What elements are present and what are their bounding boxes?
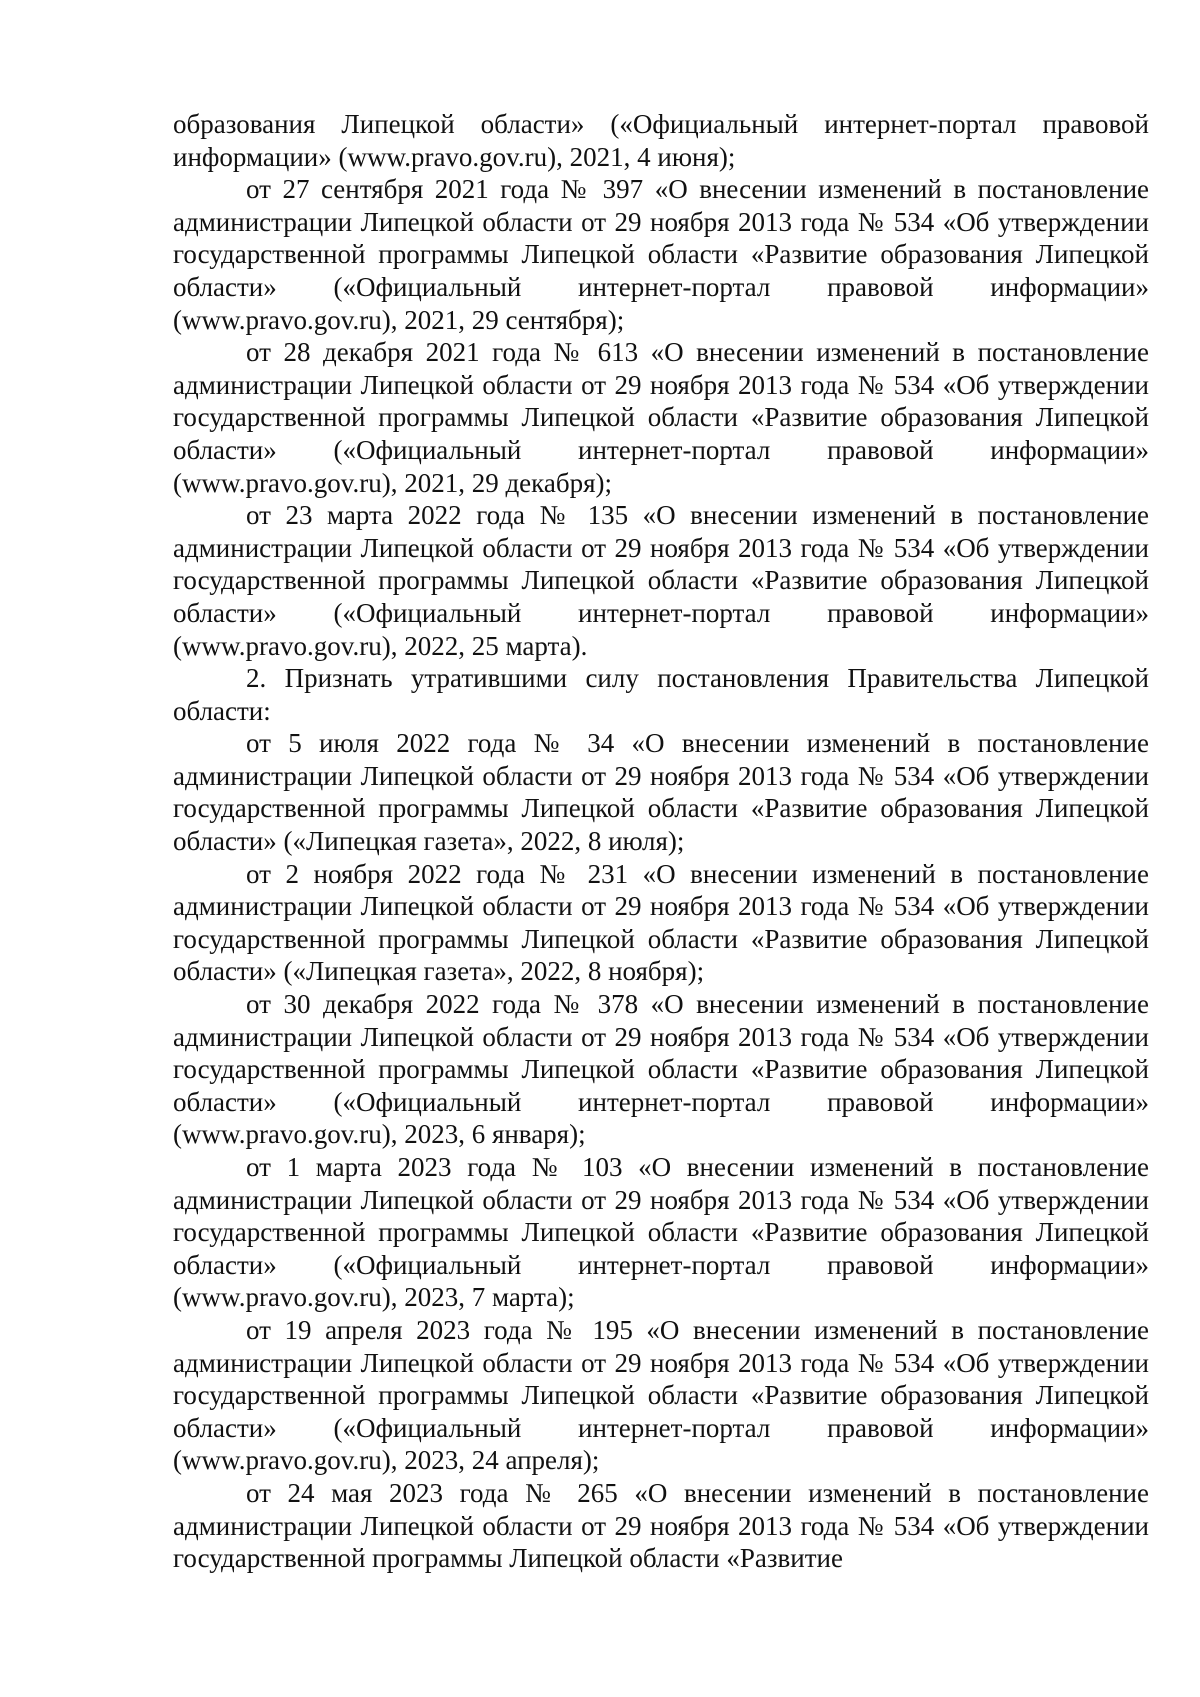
paragraph-clause-2: 2. Признать утратившими силу постановления Правительства Липецкой области: bbox=[173, 663, 1149, 726]
paragraph-resolution-135: от 23 марта 2022 года № 135 «О внесении изменений в постановление администрации Липецкой области от 29 ноября 2013 года № 534 «Об утверждении государственной программы Липецкой области «Развитие образования Липецкой области» («Официальный интернет-портал правовой информации» (www.pravo.gov.ru), 2022, 25 марта). bbox=[173, 500, 1149, 661]
document-page bbox=[173, 108, 1149, 1575]
paragraph-resolution-195: от 19 апреля 2023 года № 195 «О внесении изменений в постановление администрации Липецкой области от 29 ноября 2013 года № 534 «Об утверждении государственной программы Липецкой области «Развитие образования Липецкой области» («Официальный интернет-портал правовой информации» (www.pravo.gov.ru), 2023, 24 апреля); bbox=[173, 1314, 1149, 1476]
paragraph-resolution-231: от 2 ноября 2022 года № 231 «О внесении изменений в постановление администрации Липецкой области от 29 ноября 2013 года № 534 «Об утверждении государственной программы Липецкой области «Развитие образования Липецкой области» («Липецкая газета», 2022, 8 ноября); bbox=[173, 858, 1149, 987]
paragraph-resolution-613: от 28 декабря 2021 года № 613 «О внесении изменений в постановление администрации Липецкой области от 29 ноября 2013 года № 534 «Об утверждении государственной программы Липецкой области «Развитие образования Липецкой области» («Официальный интернет-портал правовой информации» (www.pravo.gov.ru), 2021, 29 декабря); bbox=[173, 337, 1149, 498]
paragraph-resolution-397: от 27 сентября 2021 года № 397 «О внесении изменений в постановление администрации Липецкой области от 29 ноября 2013 года № 534 «Об утверждении государственной программы Липецкой области «Развитие образования Липецкой области» («Официальный интернет-портал правовой информации» (www.pravo.gov.ru), 2021, 29 сентября); bbox=[173, 174, 1149, 335]
paragraph-resolution-34: от 5 июля 2022 года № 34 «О внесении изменений в постановление администрации Липецкой области от 29 ноября 2013 года № 534 «Об утверждении государственной программы Липецкой области «Развитие образования Липецкой области» («Липецкая газета», 2022, 8 июля); bbox=[173, 728, 1149, 857]
paragraph-continuation: образования Липецкой области» («Официальный интернет-портал правовой информации» (www.pravo.gov.ru), 2021, 4 июня); bbox=[173, 109, 1149, 172]
paragraph-resolution-103: от 1 марта 2023 года № 103 «О внесении изменений в постановление администрации Липецкой области от 29 ноября 2013 года № 534 «Об утверждении государственной программы Липецкой области «Развитие образования Липецкой области» («Официальный интернет-портал правовой информации» (www.pravo.gov.ru), 2023, 7 марта); bbox=[173, 1152, 1149, 1313]
paragraph-resolution-378: от 30 декабря 2022 года № 378 «О внесении изменений в постановление администрации Липецкой области от 29 ноября 2013 года № 534 «Об утверждении государственной программы Липецкой области «Развитие образования Липецкой области» («Официальный интернет-портал правовой информации» (www.pravo.gov.ru), 2023, 6 января); bbox=[173, 989, 1149, 1150]
paragraph-resolution-265: от 24 мая 2023 года № 265 «О внесении изменений в постановление администрации Липецкой области от 29 ноября 2013 года № 534 «Об утверждении государственной программы Липецкой области «Развитие bbox=[173, 1477, 1149, 1574]
